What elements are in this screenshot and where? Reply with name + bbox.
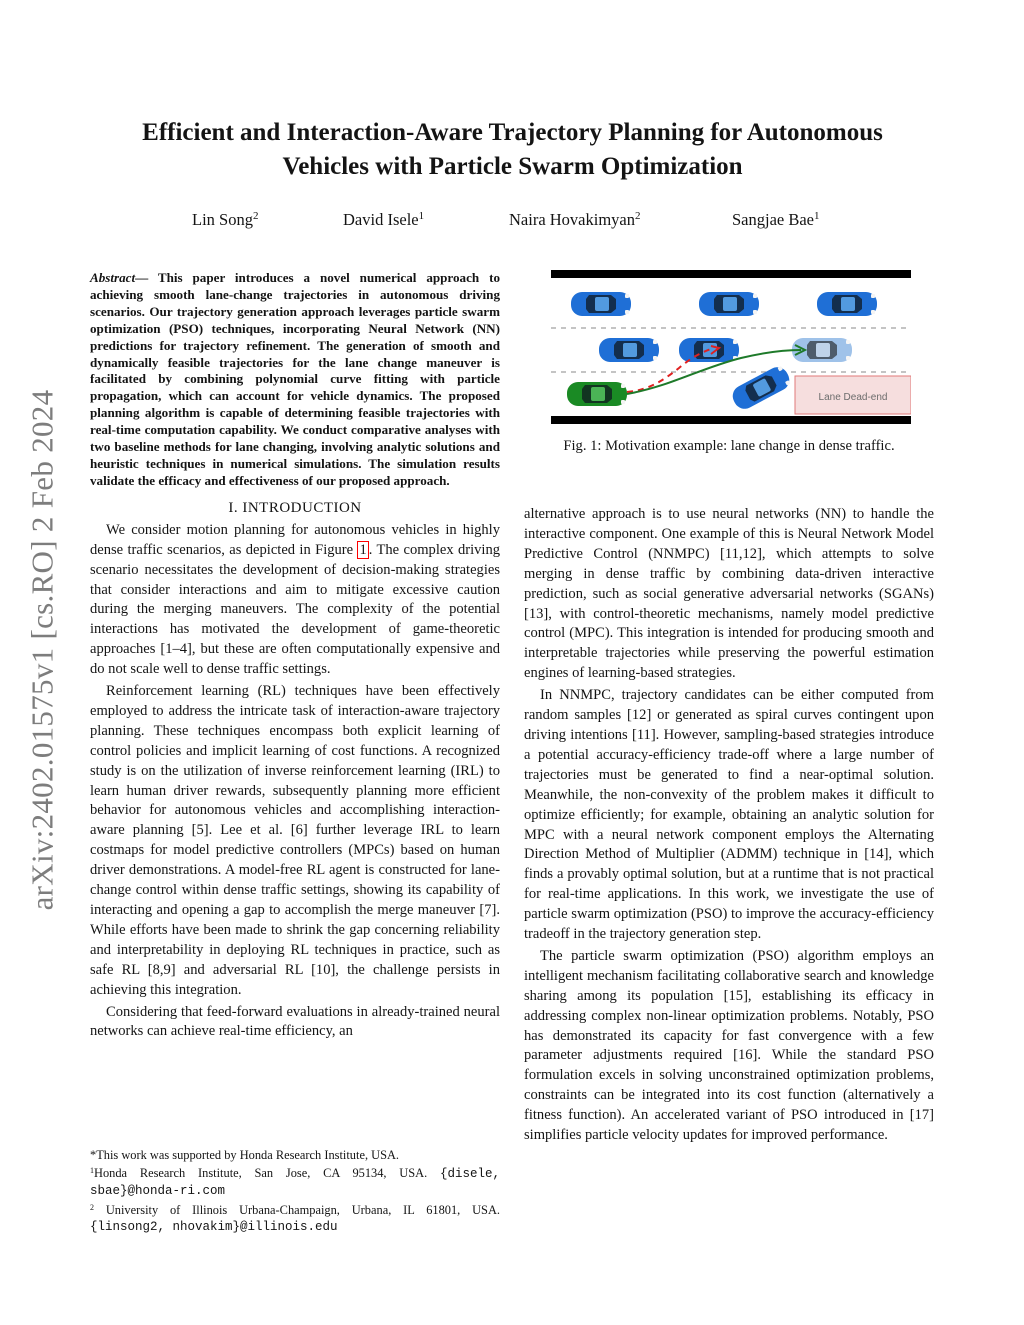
author: Naira Hovakimyan$^2$ xyxy=(509,210,641,229)
abstract-label: Abstract xyxy=(90,270,136,285)
email-honda: {disele, sbae}@honda-ri.com xyxy=(90,1167,500,1199)
figure-1-illustration xyxy=(551,268,911,428)
lane-dead-end-label: Lane Dead-end xyxy=(818,392,888,403)
road-top-edge xyxy=(551,270,911,278)
author-list xyxy=(90,210,935,236)
ego-vehicle xyxy=(567,382,627,406)
figure-1-caption: Fig. 1: Motivation example: lane change in dense traffic. xyxy=(563,438,895,454)
right-paragraph-1: alternative approach is to use neural networks (NN) to handle the interactive component. One example of this is Neural Network Model Predictive Control (NNMPC) [11,12], which attempts to solve merging in dense traffic by combining data-driven interactive prediction, such as social generative adversarial networks (SGANs) [13], with control-theoretic mechanisms, namely model predictive control (MPC). This integration is intended for producing smooth and interpretable trajectories while preserving the powerful estimation engines of learning-based strategies. xyxy=(524,506,934,682)
intro-paragraph-3: Considering that feed-forward evaluations in already-trained neural networks can achieve real-time efficiency, an xyxy=(90,1003,500,1040)
footnotes xyxy=(90,1147,500,1235)
footnote-funding: *This work was supported by Honda Research Institute, USA. xyxy=(90,1148,400,1162)
title-line-1: Efficient and Interaction-Aware Trajectory Planning for Autonomous xyxy=(142,119,883,146)
traffic-car xyxy=(599,338,659,362)
footnote-affiliation-1: $^1$Honda Research Institute, San Jose, CA 95134, USA. {disele, sbae}@honda-ri.com xyxy=(90,1166,500,1199)
left-column xyxy=(90,270,500,1044)
paper-title xyxy=(90,116,935,184)
traffic-car xyxy=(571,292,631,316)
traffic-car xyxy=(699,292,759,316)
footnote-affiliation-2: $^2$ University of Illinois Urbana-Champaign, Urbana, IL 61801, USA. {linsong2, nhovakim}@illinois.edu xyxy=(90,1202,500,1234)
merging-car xyxy=(729,363,793,412)
abstract-text: — This paper introduces a novel numerical approach to achieving smooth lane-change trajectories in autonomous driving scenarios. Our trajectory generation approach leverages particle swarm optimization (PSO) techniques, incorporating Neural Network (NN) predictions for trajectory refinement. The generation of smooth and dynamically feasible trajectories for the lane change maneuver is facilitated by combining polynomial curve fitting with particle propagation, which can account for vehicle dynamics. The proposed planning algorithm is capable of determining feasible trajectories with real-time computation capability. We conduct comparative analyses with two baseline methods for lane changing, involving analytic solutions and heuristic techniques in numerical simulations. The simulation results validate the efficacy and effectiveness of our proposed approach. xyxy=(90,270,500,488)
figure-reference-link[interactable]: 1 xyxy=(359,541,367,558)
title-line-2: Vehicles with Particle Swarm Optimization xyxy=(282,153,743,180)
right-paragraph-3: The particle swarm optimization (PSO) algorithm employs an intelligent mechanism facilitating collaborative search and knowledge sharing among its population [15], establishing its efficacy in addressing complex non-linear optimization problems. Notably, PSO has demonstrated its capacity for fast convergence with a few parameter adjustments required [16]. While the standard PSO formulation excels in solving unconstrained optimization problems, constraints can be integrated into its cost function (alternatively a fitness function). An accelerated variant of PSO introduced in [17] simplifies particle velocity updates for improved performance. xyxy=(524,947,934,1144)
author: David Isele$^1$ xyxy=(343,210,425,229)
arxiv-identifier: arXiv:2402.01575v1 [cs.RO] 2 Feb 2024 xyxy=(24,389,59,911)
email-illinois: {linsong2, nhovakim}@illinois.edu xyxy=(90,1219,338,1234)
traffic-car xyxy=(817,292,877,316)
section-heading-introduction: I. INTRODUCTION xyxy=(228,499,362,516)
abstract xyxy=(90,270,500,490)
intro-paragraph-2: Reinforcement learning (RL) techniques have been effectively employed to address the intricate task of interaction-aware trajectory planning. These techniques encompass both explicit learning of control policies and implicit learning of cost functions. A recognized study is on the utilization of inverse reinforcement learning (IRL) to learn human driver rewards, subsequently planning more efficient behavior for autonomous vehicles and accomplishing interaction-aware planning [5]. Lee et al. [6] further leverage IRL to learn costmaps for model predictive controllers (MPCs) based on human driver demonstrations. A model-free RL agent is constructed for lane-change control within dense traffic settings, showing its capability of interacting and opening a gap to accomplish the merge maneuver [7]. While efforts have been made to shrink the gap concerning reliability and interpretability in deploying RL techniques in practice, such as safe RL [8,9] and adversarial RL [10], the challenge persists in achieving this integration. xyxy=(90,683,500,998)
figure-1-lane-change xyxy=(551,268,911,428)
author: Lin Song$^2$ xyxy=(192,210,259,229)
road-bottom-edge xyxy=(551,416,911,424)
right-paragraph-2: In NNMPC, trajectory candidates can be either computed from random samples [12] or generated as spiral curves contingent upon driving intentions [11]. However, sampling-based strategies introduce a potential accuracy-efficiency trade-off where a large number of trajectories must be generated to find a near-optimal solution. Meanwhile, the non-convexity of the problem makes it difficult to optimize efficiently; for example, obtaining an analytic solution for MPC with a neural network component employs the Alternating Direction Method of Multiplier (ADMM) technique in [14], which finds a provably optimal solution, but at a runtime that is not practical for real-time applications. In this work, we investigate the use of particle swarm optimization (PSO) to improve the accuracy-efficiency tradeoff in the trajectory generation step. xyxy=(524,687,934,943)
arxiv-sidebar xyxy=(20,360,64,940)
author: Sangjae Bae$^1$ xyxy=(732,210,820,229)
intro-paragraph-1: We consider motion planning for autonomous vehicles in highly dense traffic scenarios, as depicted in Figure 1 . The complex driving scenario necessitates the development of decision-making strategies that consider interactions and aim to mitigate excessive caution during the merging maneuvers. The complexity of the potential interactions has motivated the development of game-theoretic approaches [1–4], but these are often computationally expensive and do not scale well to dense traffic settings. xyxy=(90,521,500,678)
right-column xyxy=(524,505,934,1148)
